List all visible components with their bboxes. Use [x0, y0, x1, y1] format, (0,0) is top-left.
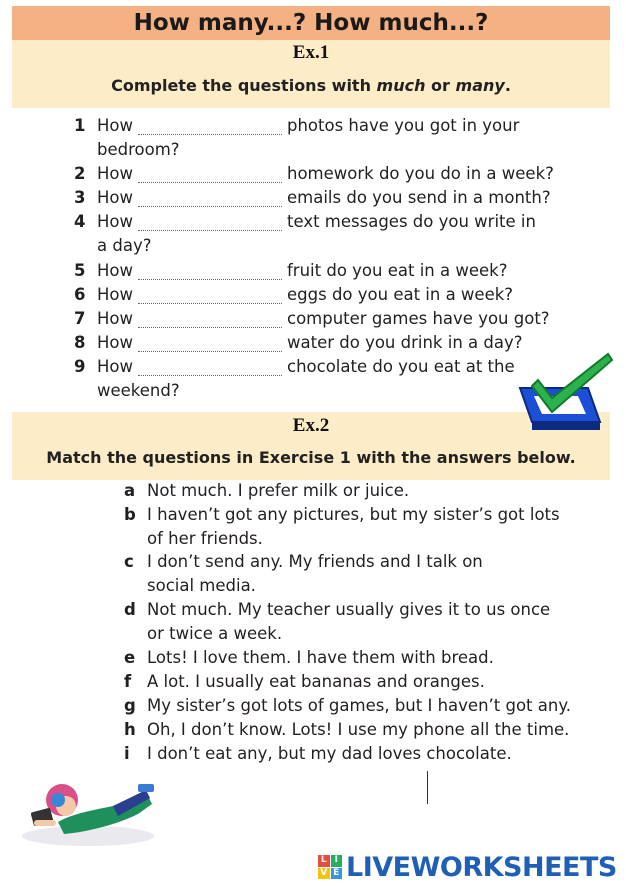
question-number: 7 [74, 309, 86, 328]
question-text: water do you drink in a day? [287, 333, 523, 352]
question-how: How [97, 164, 133, 183]
answer-letter: a [124, 481, 136, 500]
question-text: photos have you got in your [287, 116, 520, 135]
answer-blank-8[interactable] [138, 333, 282, 352]
answer-letter: f [124, 672, 132, 691]
answer-blank-1[interactable] [138, 116, 282, 135]
answer-letter: h [124, 720, 136, 739]
answer-letter: i [124, 744, 130, 763]
exercise-1-label: Ex.1 [292, 42, 330, 63]
question-continuation: a day? [97, 236, 152, 255]
question-how: How [97, 116, 133, 135]
instruction-text: Complete the questions with [111, 76, 377, 95]
instruction-or: or [425, 76, 456, 95]
text-cursor [427, 771, 428, 804]
answer-text: Not much. I prefer milk or juice. [147, 481, 410, 500]
exercise-1-header [12, 40, 610, 108]
logo-letter: V [318, 868, 330, 880]
answer-letter: c [124, 552, 134, 571]
question-how: How [97, 333, 133, 352]
answer-letter: b [124, 505, 136, 524]
question-text: emails do you send in a month? [287, 188, 551, 207]
liveworksheets-logo-icon [318, 855, 342, 879]
answer-blank-9[interactable] [138, 357, 282, 376]
question-text: fruit do you eat in a week? [287, 261, 508, 280]
question-number: 2 [74, 164, 86, 183]
question-how: How [97, 188, 133, 207]
logo-letter: E [331, 868, 343, 880]
answer-blank-6[interactable] [138, 285, 282, 304]
question-text: text messages do you write in [287, 212, 536, 231]
logo-letter: L [318, 855, 330, 867]
instruction-much: much [376, 76, 426, 95]
answer-text: I don’t eat any, but my dad loves chocolate. [147, 744, 512, 763]
question-text: computer games have you got? [287, 309, 550, 328]
answer-text: Oh, I don’t know. Lots! I use my phone all the time. [147, 720, 570, 739]
answer-blank-7[interactable] [138, 309, 282, 328]
answer-text: I don’t send any. My friends and I talk on [147, 552, 483, 571]
answer-letter: d [124, 600, 136, 619]
liveworksheets-footer[interactable] [318, 850, 617, 884]
answer-continuation: or twice a week. [147, 624, 283, 643]
answer-continuation: of her friends. [147, 529, 263, 548]
answer-letter: g [124, 696, 136, 715]
exercise-1-instruction [12, 76, 610, 95]
answer-text: Not much. My teacher usually gives it to us once [147, 600, 551, 619]
question-number: 1 [74, 116, 86, 135]
answer-blank-2[interactable] [138, 164, 282, 183]
answer-text: A lot. I usually eat bananas and oranges. [147, 672, 485, 691]
question-text: homework do you do in a week? [287, 164, 554, 183]
question-how: How [97, 309, 133, 328]
kid-with-phone-illustration [18, 770, 168, 850]
question-number: 3 [74, 188, 86, 207]
question-number: 6 [74, 285, 86, 304]
exercise-2-instruction: Match the questions in Exercise 1 with the answers below. [46, 448, 576, 467]
instruction-period: . [504, 76, 511, 95]
question-number: 4 [74, 212, 86, 231]
answer-blank-5[interactable] [138, 261, 282, 280]
question-how: How [97, 357, 133, 376]
answer-blank-3[interactable] [138, 188, 282, 207]
question-how: How [97, 285, 133, 304]
exercise-2-label: Ex.2 [292, 415, 330, 436]
question-text: eggs do you eat in a week? [287, 285, 514, 304]
logo-letter: I [331, 855, 343, 867]
question-number: 8 [74, 333, 86, 352]
instruction-many: many [455, 76, 505, 95]
question-continuation: bedroom? [97, 140, 180, 159]
question-text: chocolate do you eat at the [287, 357, 515, 376]
question-how: How [97, 212, 133, 231]
question-number: 5 [74, 261, 86, 280]
question-number: 9 [74, 357, 86, 376]
question-continuation: weekend? [97, 381, 180, 400]
answer-continuation: social media. [147, 576, 256, 595]
answer-text: I haven’t got any pictures, but my sister’s got lots [147, 505, 560, 524]
answer-blank-4[interactable] [138, 212, 282, 231]
brand-name: LIVEWORKSHEETS [346, 851, 617, 883]
answer-text: My sister’s got lots of games, but I haven’t got any. [147, 696, 571, 715]
answer-text: Lots! I love them. I have them with bread. [147, 648, 494, 667]
checkmark-box-icon [516, 350, 616, 440]
worksheet-title: How many...? How much...? [12, 6, 610, 40]
question-how: How [97, 261, 133, 280]
answer-letter: e [124, 648, 136, 667]
